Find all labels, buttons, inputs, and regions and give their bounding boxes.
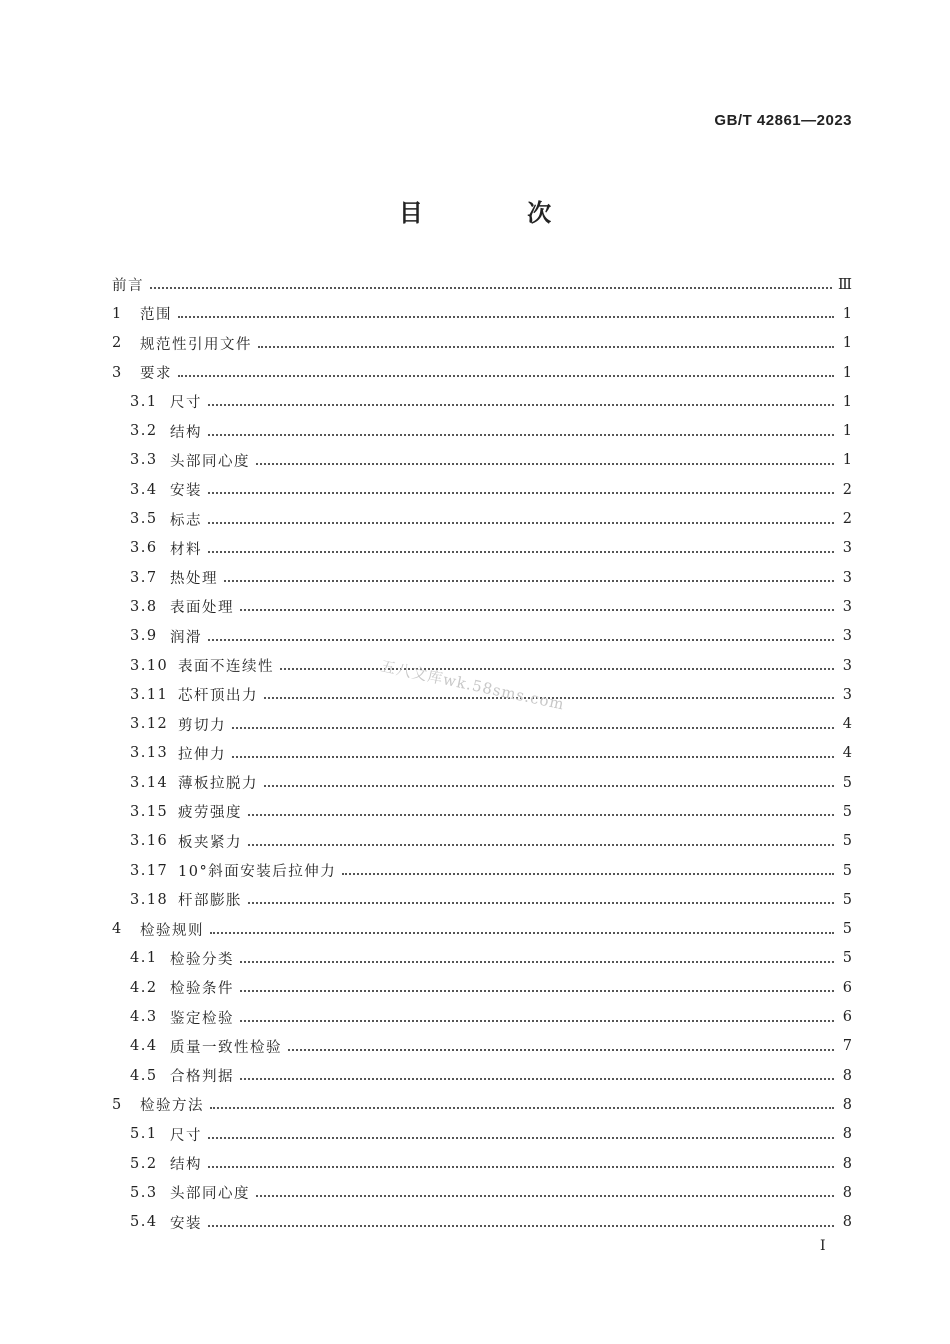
- toc-entry-page: 5: [842, 950, 852, 967]
- toc-entry-page: 5: [842, 774, 852, 791]
- dot-leader: [256, 1194, 834, 1197]
- toc-entry[interactable]: [112, 475, 852, 504]
- dot-leader: [208, 521, 834, 524]
- toc-entry[interactable]: [112, 534, 852, 563]
- toc-entry-page: 1: [842, 305, 852, 322]
- toc-entry-title: 拉伸力: [178, 746, 226, 763]
- toc-entry-title: 鉴定检验: [170, 1010, 234, 1027]
- toc-entry-title: 头部同心度: [170, 453, 250, 470]
- toc-entry-title: 杆部膨胀: [178, 893, 242, 910]
- toc-entry-page: 2: [842, 511, 852, 528]
- toc-entry-page: 3: [842, 540, 852, 557]
- dot-leader: [258, 345, 834, 348]
- toc-entry-page: 8: [842, 1214, 852, 1231]
- toc-entry[interactable]: [112, 446, 852, 475]
- toc-entry-number: 3.3: [130, 452, 158, 469]
- toc-entry-page: 6: [842, 1009, 852, 1026]
- toc-entry[interactable]: [112, 739, 852, 768]
- toc-entry-page: 1: [842, 364, 852, 381]
- toc-entry-page: 3: [842, 598, 852, 615]
- toc-entry-page: 6: [842, 979, 852, 996]
- toc-entry-title: 热处理: [170, 571, 218, 588]
- toc-entry[interactable]: [112, 885, 852, 914]
- toc-entry[interactable]: [112, 768, 852, 797]
- toc-title: 目 次: [398, 198, 600, 227]
- toc-entry-title: 要求: [140, 366, 172, 383]
- toc-entry-page: 4: [842, 745, 852, 762]
- toc-entry-page: 5: [842, 862, 852, 879]
- dot-leader: [240, 1019, 834, 1022]
- toc-entry[interactable]: [112, 416, 852, 445]
- toc-entry-title: 检验方法: [140, 1098, 204, 1115]
- dot-leader: [248, 843, 834, 846]
- toc-entry-page: 4: [842, 716, 852, 733]
- dot-leader: [208, 638, 834, 641]
- toc-entry-title: 合格判据: [170, 1069, 234, 1086]
- toc-entry-number: 5.4: [130, 1214, 158, 1231]
- toc-entry-page: 7: [842, 1038, 852, 1055]
- toc-entry-number: 5: [112, 1096, 123, 1113]
- toc-entry[interactable]: [112, 358, 852, 387]
- toc-entry[interactable]: [112, 299, 852, 328]
- toc-entry-page: 8: [842, 1184, 852, 1201]
- toc-entry-number: 3.5: [130, 511, 158, 528]
- toc-entry[interactable]: [112, 1120, 852, 1149]
- toc-entry[interactable]: [112, 856, 852, 885]
- toc-entry[interactable]: [112, 827, 852, 856]
- toc-entry-number: 2: [112, 335, 123, 352]
- toc-entry-title: 表面不连续性: [178, 659, 274, 675]
- toc-entry-page: 5: [842, 921, 852, 938]
- toc-entry-number: 3.17: [130, 862, 169, 879]
- toc-entry-number: 5.3: [130, 1184, 158, 1201]
- toc-entry-title: 表面处理: [170, 600, 234, 617]
- toc-entry[interactable]: [112, 622, 852, 651]
- toc-entry-page: 8: [842, 1126, 852, 1143]
- toc-entry-number: 3.4: [130, 481, 158, 498]
- table-of-contents: [112, 270, 852, 1237]
- toc-entry[interactable]: [112, 1149, 852, 1178]
- toc-entry-title: 检验规则: [140, 922, 204, 939]
- dot-leader: [150, 286, 832, 289]
- toc-entry-number: 3.7: [130, 569, 158, 586]
- toc-entry-number: 3.1: [130, 393, 158, 410]
- toc-entry-number: 3.14: [130, 774, 169, 791]
- toc-entry-title: 安装: [170, 483, 202, 500]
- toc-entry-number: 4.5: [130, 1067, 158, 1084]
- toc-entry[interactable]: [112, 387, 852, 416]
- toc-entry-title: 标志: [170, 512, 202, 529]
- toc-entry-number: 1: [112, 305, 123, 322]
- toc-entry-number: 3.15: [130, 803, 169, 820]
- dot-leader: [248, 813, 834, 816]
- dot-leader: [208, 433, 834, 436]
- toc-entry-number: 5.2: [130, 1155, 158, 1172]
- dot-leader: [280, 667, 834, 670]
- dot-leader: [240, 989, 834, 992]
- toc-entry-title: 结构: [170, 1157, 202, 1174]
- toc-entry-page: 8: [842, 1155, 852, 1172]
- dot-leader: [208, 403, 834, 406]
- dot-leader: [256, 462, 834, 465]
- toc-entry-page: 3: [842, 569, 852, 586]
- toc-entry-page: 1: [842, 393, 852, 410]
- dot-leader: [342, 872, 834, 875]
- toc-entry-title: 薄板拉脱力: [178, 776, 258, 793]
- dot-leader: [240, 1077, 834, 1080]
- toc-entry-number: 4.2: [130, 979, 158, 996]
- toc-entry-number: 3.12: [130, 716, 169, 733]
- toc-entry-title: 检验条件: [170, 981, 234, 998]
- toc-entry-page: 8: [842, 1067, 852, 1084]
- dot-leader: [240, 608, 834, 611]
- toc-entry[interactable]: [112, 944, 852, 973]
- toc-entry-title: 芯杆顶出力: [178, 688, 258, 705]
- toc-entry[interactable]: [112, 1002, 852, 1031]
- toc-entry-number: 4.3: [130, 1009, 158, 1026]
- toc-entry-title: 板夹紧力: [178, 834, 242, 851]
- dot-leader: [178, 315, 834, 318]
- toc-entry-page: 5: [842, 891, 852, 908]
- toc-entry-title: 疲劳强度: [178, 805, 242, 822]
- toc-entry-number: 3.8: [130, 598, 158, 615]
- toc-entry[interactable]: [112, 270, 852, 299]
- dot-leader: [248, 901, 834, 904]
- toc-entry-title: 结构: [170, 424, 202, 441]
- dot-leader: [210, 1106, 834, 1109]
- dot-leader: [208, 1136, 834, 1139]
- dot-leader: [208, 491, 834, 494]
- toc-entry-number: 4.1: [130, 950, 158, 967]
- dot-leader: [224, 579, 834, 582]
- toc-entry[interactable]: [112, 973, 852, 1002]
- toc-entry-number: 3.11: [130, 686, 169, 703]
- toc-entry-page: 3: [842, 657, 852, 674]
- toc-entry[interactable]: [112, 563, 852, 592]
- toc-entry[interactable]: [112, 1208, 852, 1237]
- toc-entry[interactable]: [112, 915, 852, 944]
- toc-entry-page: 1: [842, 452, 852, 469]
- toc-entry[interactable]: [112, 797, 852, 826]
- toc-entry-title: 范围: [140, 307, 172, 324]
- toc-entry-page: Ⅲ: [838, 276, 852, 293]
- dot-leader: [208, 1165, 834, 1168]
- dot-leader: [208, 550, 834, 553]
- toc-entry-page: 5: [842, 833, 852, 850]
- toc-entry-number: 4: [112, 921, 123, 938]
- toc-entry-title: 10°斜面安装后拉伸力: [178, 864, 337, 881]
- dot-leader: [232, 755, 834, 758]
- toc-entry-page: 1: [842, 423, 852, 440]
- toc-entry-number: 3.13: [130, 745, 169, 762]
- toc-entry-title: 质量一致性检验: [170, 1039, 282, 1056]
- dot-leader: [264, 784, 834, 787]
- dot-leader: [210, 931, 834, 934]
- toc-entry-title: 规范性引用文件: [140, 336, 252, 353]
- toc-entry-page: 1: [842, 335, 852, 352]
- toc-entry-title: 安装: [170, 1215, 202, 1232]
- toc-entry-number: 3.2: [130, 423, 158, 440]
- toc-entry[interactable]: [112, 1032, 852, 1061]
- toc-entry[interactable]: [112, 1090, 852, 1119]
- toc-entry-page: 5: [842, 803, 852, 820]
- toc-entry[interactable]: [112, 504, 852, 533]
- toc-entry-number: 3.18: [130, 891, 169, 908]
- toc-entry[interactable]: [112, 329, 852, 358]
- toc-entry-page: 2: [842, 481, 852, 498]
- toc-entry-number: 4.4: [130, 1038, 158, 1055]
- toc-entry-number: 3.9: [130, 628, 158, 645]
- toc-entry[interactable]: [112, 592, 852, 621]
- toc-entry-title: 头部同心度: [170, 1186, 250, 1203]
- toc-entry-title: 前言: [112, 278, 144, 295]
- toc-entry-number: 3.16: [130, 833, 169, 850]
- dot-leader: [288, 1048, 834, 1051]
- toc-entry[interactable]: [112, 709, 852, 738]
- dot-leader: [232, 726, 834, 729]
- toc-entry-page: 3: [842, 686, 852, 703]
- toc-entry-title: 剪切力: [178, 717, 226, 734]
- toc-entry-number: 3.10: [130, 657, 169, 674]
- watermark: 五八文库wk.58sms.com: [378, 656, 567, 714]
- toc-entry[interactable]: [112, 1178, 852, 1207]
- toc-entry-title: 材料: [170, 541, 202, 558]
- standard-code: GB/T 42861—2023: [714, 112, 852, 129]
- dot-leader: [240, 960, 834, 963]
- dot-leader: [208, 1224, 834, 1227]
- toc-entry-title: 尺寸: [170, 395, 202, 412]
- dot-leader: [178, 374, 834, 377]
- toc-entry-title: 润滑: [170, 629, 202, 646]
- toc-entry-title: 尺寸: [170, 1127, 202, 1144]
- toc-entry-page: 8: [842, 1096, 852, 1113]
- toc-entry-number: 3: [112, 364, 123, 381]
- toc-entry-page: 3: [842, 628, 852, 645]
- toc-entry-title: 检验分类: [170, 951, 234, 968]
- toc-entry[interactable]: [112, 1061, 852, 1090]
- toc-entry-number: 3.6: [130, 540, 158, 557]
- toc-entry-number: 5.1: [130, 1126, 158, 1143]
- page-number: Ⅰ: [820, 1238, 826, 1254]
